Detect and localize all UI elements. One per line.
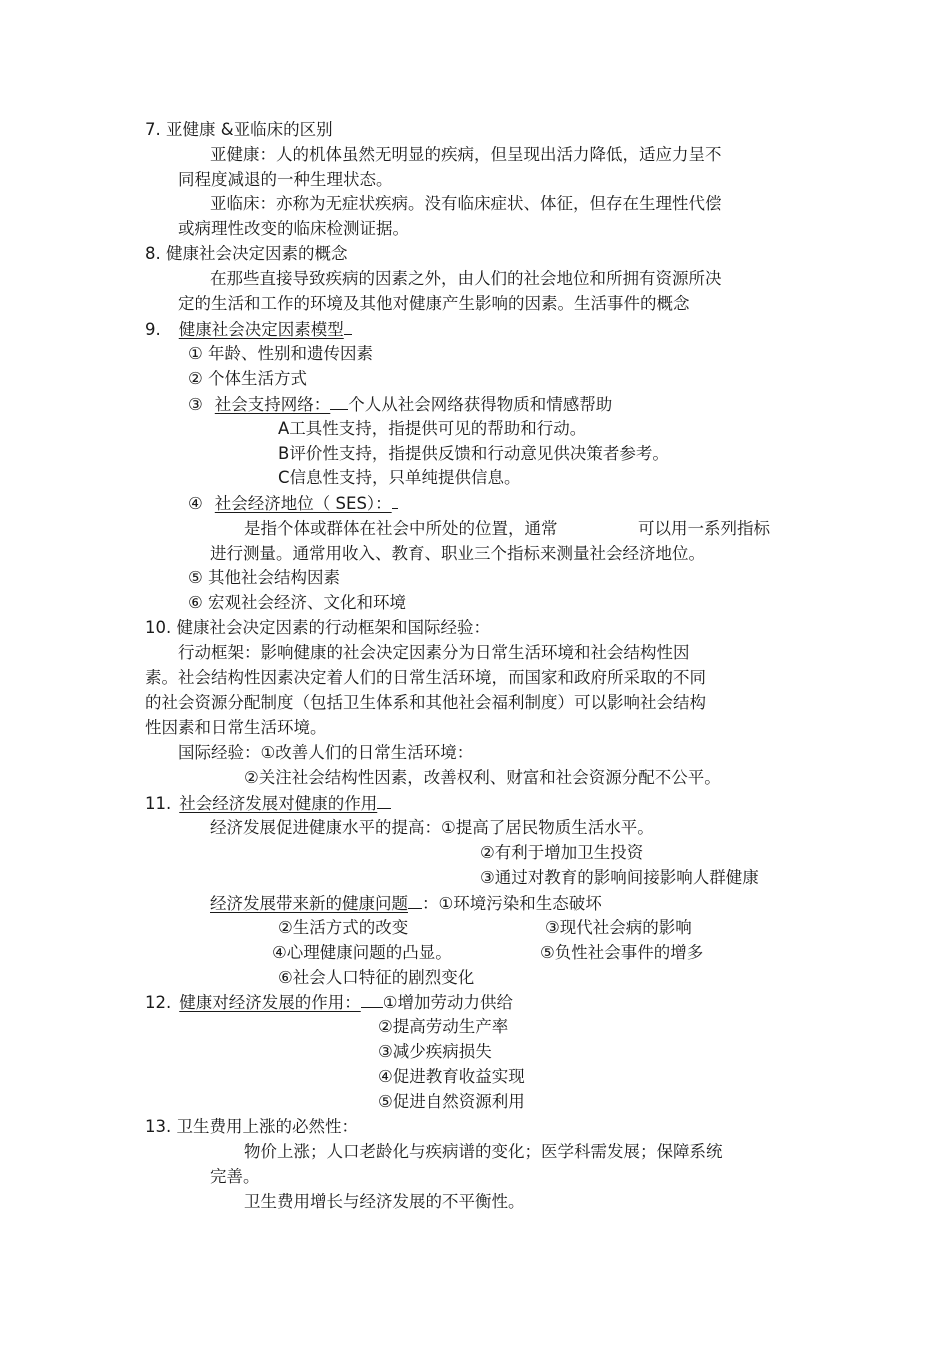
section-8-para-line-1: 在那些直接导致疾病的因素之外，由人们的社会地位和所拥有资源所决 bbox=[210, 269, 722, 288]
section-9-item-4-desc-line-1b: 可以用一系列指标 bbox=[638, 519, 770, 538]
section-13-para-line-1: 物价上涨；人口老龄化与疾病谱的变化；医学科需发展；保障系统 bbox=[244, 1142, 723, 1161]
section-9-item-3 bbox=[188, 393, 612, 415]
section-9-number: 9. bbox=[145, 320, 161, 339]
section-11-heading bbox=[145, 792, 391, 814]
section-9-item-3-number: ③ bbox=[188, 395, 203, 414]
section-11-line-2: ②有利于增加卫生投资 bbox=[480, 843, 644, 862]
section-11-number: 11. bbox=[145, 794, 172, 813]
section-11-line-3: ③通过对教育的影响间接影响人群健康 bbox=[480, 868, 759, 887]
section-12-item-4: ④促进教育收益实现 bbox=[378, 1067, 525, 1086]
section-11-new-problems-first: ：①环境污染和生态破坏 bbox=[422, 894, 602, 913]
section-11-line-5b: ③现代社会病的影响 bbox=[545, 918, 692, 937]
section-10-framework-line-1: 行动框架：影响健康的社会决定因素分为日常生活环境和社会结构性因 bbox=[178, 643, 690, 662]
section-12-item-5: ⑤促进自然资源利用 bbox=[378, 1092, 525, 1111]
section-11-line-6b: ⑤负性社会事件的增多 bbox=[540, 943, 704, 962]
section-9-item-5: ⑤ 其他社会结构因素 bbox=[188, 568, 341, 587]
section-12-heading bbox=[145, 991, 513, 1013]
section-10-experience-line-1: 国际经验：①改善人们的日常生活环境： bbox=[178, 743, 474, 762]
section-11-title: 社会经济发展对健康的作用 bbox=[179, 794, 378, 813]
section-9-item-3-support-a: A工具性支持，指提供可见的帮助和行动。 bbox=[278, 419, 587, 438]
section-8-title: 8. 健康社会决定因素的概念 bbox=[145, 244, 348, 263]
section-7-para-1-line-1: 亚健康：人的机体虽然无明显的疾病，但呈现出活力降低，适应力呈不 bbox=[210, 145, 722, 164]
section-9-item-2: ② 个体生活方式 bbox=[188, 369, 308, 388]
section-9-heading bbox=[145, 318, 352, 340]
section-9-item-4-title: 社会经济地位（ SES）： bbox=[214, 494, 392, 513]
section-7-title: 7. 亚健康 &亚临床的区别 bbox=[145, 120, 333, 139]
section-9-item-1: ① 年龄、性别和遗传因素 bbox=[188, 344, 374, 363]
section-9-item-3-title: 社会支持网络： bbox=[214, 395, 331, 414]
section-8-para-line-2: 定的生活和工作的环境及其他对健康产生影响的因素。生活事件的概念 bbox=[178, 294, 690, 313]
section-7-para-2-line-2: 或病理性改变的临床检测证据。 bbox=[178, 219, 409, 238]
section-7-para-2-line-1: 亚临床：亦称为无症状疾病。没有临床症状、体征，但存在生理性代偿 bbox=[210, 194, 722, 213]
section-9-item-4-desc-line-1a: 是指个体或群体在社会中所处的位置，通常 bbox=[244, 519, 558, 538]
section-13-title: 13. 卫生费用上涨的必然性： bbox=[145, 1117, 358, 1136]
section-9-title: 健康社会决定因素模型 bbox=[178, 320, 344, 339]
section-7-para-1-line-2: 同程度减退的一种生理状态。 bbox=[178, 170, 393, 189]
section-9-item-4-number: ④ bbox=[188, 494, 203, 513]
section-11-line-5a: ②生活方式的改变 bbox=[278, 918, 409, 937]
section-9-item-6: ⑥ 宏观社会经济、文化和环境 bbox=[188, 593, 407, 612]
section-11-line-4 bbox=[210, 892, 602, 914]
section-10-framework-line-4: 性因素和日常生活环境。 bbox=[145, 718, 327, 737]
section-10-title: 10. 健康社会决定因素的行动框架和国际经验： bbox=[145, 618, 490, 637]
section-11-line-7: ⑥社会人口特征的剧烈变化 bbox=[278, 968, 475, 987]
section-12-item-2: ②提高劳动生产率 bbox=[378, 1017, 509, 1036]
section-11-line-1: 经济发展促进健康水平的提高：①提高了居民物质生活水平。 bbox=[210, 818, 654, 837]
section-11-new-problems-title: 经济发展带来新的健康问题 bbox=[210, 894, 408, 913]
section-9-item-3-support-c: C信息性支持，只单纯提供信息。 bbox=[278, 468, 521, 487]
section-13-para-2: 卫生费用增长与经济发展的不平衡性。 bbox=[244, 1192, 525, 1211]
section-11-line-6a: ④心理健康问题的凸显。 bbox=[272, 943, 452, 962]
section-10-framework-line-2: 素。社会结构性因素决定着人们的日常生活环境，而国家和政府所采取的不同 bbox=[145, 668, 706, 687]
section-12-item-1: ①增加劳动力供给 bbox=[382, 993, 514, 1012]
section-12-title: 健康对经济发展的作用： bbox=[179, 993, 361, 1012]
section-13-para-line-2: 完善。 bbox=[210, 1167, 260, 1186]
section-9-item-3-desc: 个人从社会网络获得物质和情感帮助 bbox=[348, 395, 613, 414]
section-10-framework-line-3: 的社会资源分配制度（包括卫生体系和其他社会福利制度）可以影响社会结构 bbox=[145, 693, 706, 712]
section-9-item-3-support-b: B评价性支持，指提供反馈和行动意见供决策者参考。 bbox=[278, 444, 669, 463]
section-12-item-3: ③减少疾病损失 bbox=[378, 1042, 492, 1061]
section-9-item-4 bbox=[188, 492, 398, 514]
section-9-item-4-desc-line-2: 进行测量。通常用收入、教育、职业三个指标来测量社会经济地位。 bbox=[210, 544, 705, 563]
section-12-number: 12. bbox=[145, 993, 172, 1012]
section-10-experience-line-2: ②关注社会结构性因素，改善权利、财富和社会资源分配不公平。 bbox=[244, 768, 721, 787]
